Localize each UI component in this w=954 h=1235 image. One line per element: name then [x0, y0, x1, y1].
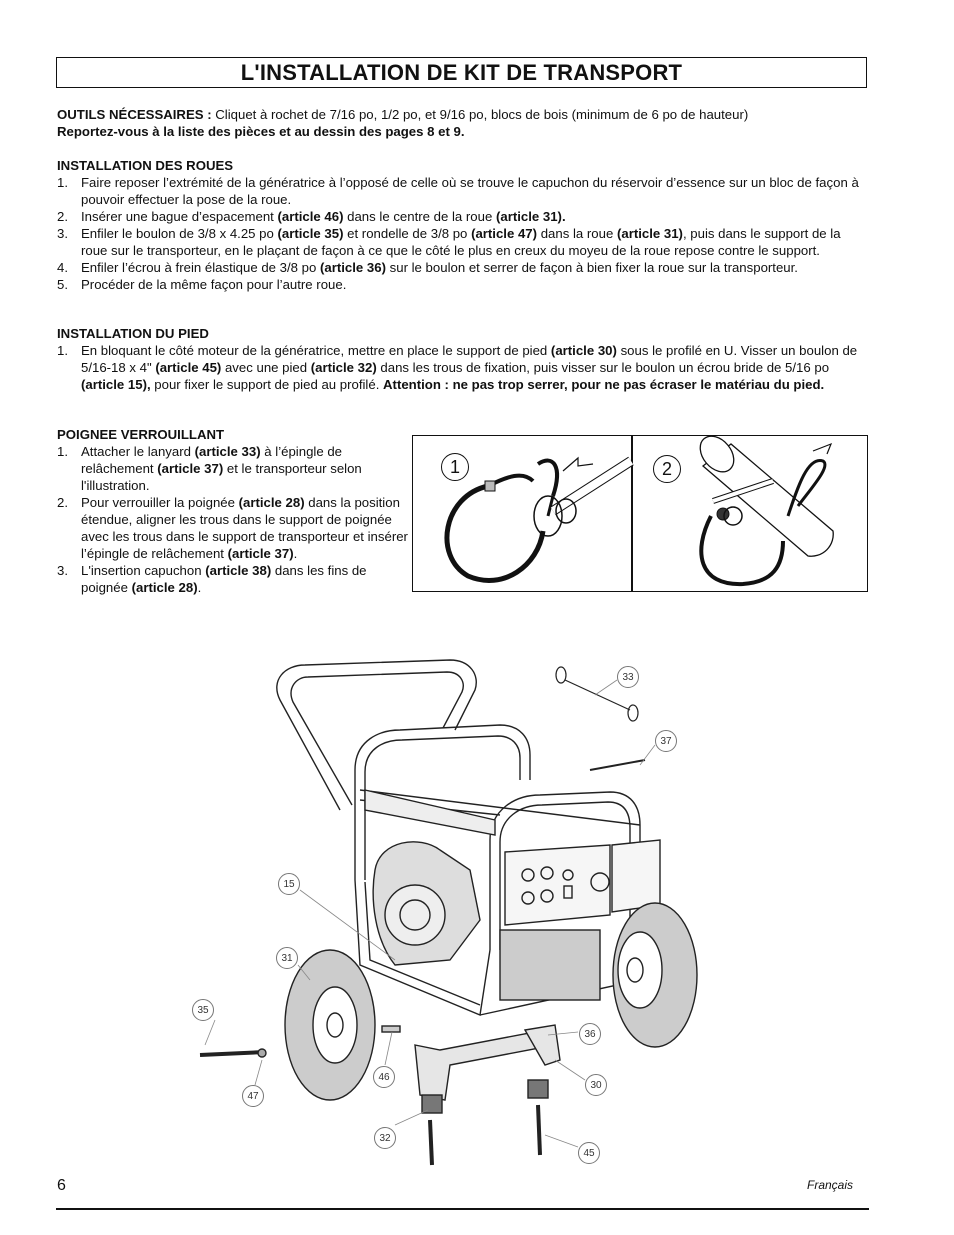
bolt-35	[200, 1052, 265, 1055]
foot-pad-left	[422, 1095, 442, 1113]
title-box	[56, 57, 867, 88]
handle-step	[57, 443, 413, 494]
wheels-step	[57, 174, 869, 208]
tools-line	[57, 106, 869, 123]
step-text-bold: (article 31).	[495, 209, 566, 224]
step-text: Faire reposer l’extrémité de la génératrice à l’opposé de celle où se trouve le capuchon du réservoir d’essence sur un bloc de façon à pouvoir effectuer la pose de la roue.	[81, 175, 859, 207]
handle-tube	[693, 436, 833, 556]
step-text-bold: (article 28)	[131, 580, 198, 595]
step-text: et le transporteur selon l'illustration.	[81, 461, 362, 493]
callout-30: 30	[585, 1074, 607, 1096]
step-text-bold: (article 46)	[277, 209, 344, 224]
wheels-heading: INSTALLATION DES ROUES	[57, 158, 234, 173]
spacer-46	[382, 1026, 400, 1032]
step-text: dans la position étendue, aligner les trous dans le support de poignée avec les trous dans le support de transporteur et insérer l’épingle de relâchement	[81, 495, 408, 561]
foot-pad-right	[528, 1080, 548, 1098]
footer-language: Français	[807, 1178, 854, 1192]
handle-step	[57, 562, 413, 596]
bolt-45-right	[538, 1105, 540, 1155]
step-text: pour fixer le support de pied au profilé.	[150, 377, 384, 392]
handle-steps	[57, 443, 413, 596]
assembly-drawing	[0, 620, 954, 1180]
step-text-bold: (article 37)	[157, 461, 224, 476]
step-text-bold: (article 33)	[194, 444, 261, 459]
foot-heading: INSTALLATION DU PIED	[57, 326, 209, 341]
step-text-bold: (article 15),	[81, 377, 151, 392]
bolt-45-left	[430, 1120, 432, 1165]
wheels-step	[57, 208, 869, 225]
figure-step-1-label: 1	[441, 453, 469, 481]
step-text: L'insertion capuchon	[81, 563, 206, 578]
step-text-bold: (article 36)	[320, 260, 386, 275]
step-number: 2.	[57, 495, 68, 510]
pin-37	[590, 760, 645, 770]
wheels-step	[57, 276, 869, 293]
step-text: dans la roue	[537, 226, 617, 241]
callout-36: 36	[579, 1023, 601, 1045]
step-text: dans les fins de poignée	[81, 563, 367, 595]
lanyard-loop-1	[447, 461, 557, 581]
step-text: dans les trous de fixation, puis visser sur le boulon un écrou bride de 5/16 po	[376, 360, 830, 375]
step-text: à l’épingle de relâchement	[81, 444, 342, 476]
lanyard-figure	[412, 435, 868, 592]
step-text: Enfiler l’écrou à frein élastique de 3/8 po	[81, 260, 320, 275]
step-text: Attacher le lanyard	[81, 444, 195, 459]
wheels-steps	[57, 174, 869, 293]
handle-heading: POIGNEE VERROUILLANT	[57, 427, 225, 442]
step-text: Procéder de la même façon pour l’autre roue.	[81, 277, 347, 292]
step-text: .	[293, 546, 298, 561]
step-number: 1.	[57, 175, 68, 190]
page-title: L'INSTALLATION DE KIT DE TRANSPORT	[240, 59, 683, 85]
lanyard-illustration	[413, 436, 869, 593]
callout-47: 47	[242, 1085, 264, 1107]
step-number: 3.	[57, 563, 68, 578]
step-number: 5.	[57, 277, 68, 292]
callout-31: 31	[276, 947, 298, 969]
step-text-bold: (article 47)	[471, 226, 538, 241]
foot-steps	[57, 342, 869, 393]
step-number: 1.	[57, 343, 68, 358]
step-number: 3.	[57, 226, 68, 241]
step-text-bold: (article 32)	[310, 360, 377, 375]
callout-15: 15	[278, 873, 300, 895]
step-text: Pour verrouiller la poignée	[81, 495, 239, 510]
step-number: 1.	[57, 444, 68, 459]
release-pin-1	[534, 458, 631, 536]
step-text: Insérer une bague d’espacement	[81, 209, 278, 224]
wheels-step	[57, 225, 869, 259]
step-number: 4.	[57, 260, 68, 275]
tools-text: Cliquet à rochet de 7/16 po, 1/2 po, et 9/16 po, blocs de bois (minimum de 6 po de hauteur)	[211, 107, 749, 122]
step-text: dans le centre de la roue	[343, 209, 496, 224]
washer-47	[258, 1049, 266, 1057]
figure-step-2-label: 2	[653, 455, 681, 483]
tools-reference: Reportez-vous à la liste des pièces et au dessin des pages 8 et 9.	[57, 124, 465, 139]
callout-46: 46	[373, 1066, 395, 1088]
step-text-bold: (article 28)	[238, 495, 305, 510]
step-text: .	[197, 580, 202, 595]
wheel-left	[285, 950, 375, 1100]
tools-label: OUTILS NÉCESSAIRES :	[57, 107, 212, 122]
handle-step	[57, 494, 413, 562]
callout-33: 33	[617, 666, 639, 688]
step-text: avec une pied	[221, 360, 311, 375]
step-text-bold: (article 35)	[277, 226, 344, 241]
step-text-bold: Attention : ne pas trop serrer, pour ne pas écraser le matériau du pied.	[383, 377, 825, 392]
callout-37: 37	[655, 730, 677, 752]
step-text-bold: (article 31)	[616, 226, 683, 241]
foot-step	[57, 342, 869, 393]
step-text: et rondelle de 3/8 po	[343, 226, 472, 241]
step-text: , puis dans le support de la roue sur le transporteur, en le plaçant de façon à ce que le côté le plus en creux du moyeu de la roue repose contre le support.	[81, 226, 841, 258]
callout-32: 32	[374, 1127, 396, 1149]
step-text: sous le profilé en U. Visser un boulon de 5/16-18 x 4"	[81, 343, 858, 375]
step-text-bold: (article 45)	[155, 360, 222, 375]
callout-35: 35	[192, 999, 214, 1021]
page-number: 6	[57, 1177, 66, 1194]
step-text-bold: (article 30)	[550, 343, 617, 358]
step-text: Enfiler le boulon de 3/8 x 4.25 po	[81, 226, 278, 241]
wheels-step	[57, 259, 869, 276]
wheel-right	[613, 903, 697, 1047]
footer-rule	[56, 1208, 869, 1210]
callout-45: 45	[578, 1142, 600, 1164]
step-number: 2.	[57, 209, 68, 224]
step-text: En bloquant le côté moteur de la génératrice, mettre en place le support de pied	[81, 343, 551, 358]
step-text-bold: (article 38)	[205, 563, 272, 578]
step-text: sur le boulon et serrer de façon à bien fixer la roue sur la transporteur.	[385, 260, 798, 275]
step-text-bold: (article 37)	[227, 546, 294, 561]
